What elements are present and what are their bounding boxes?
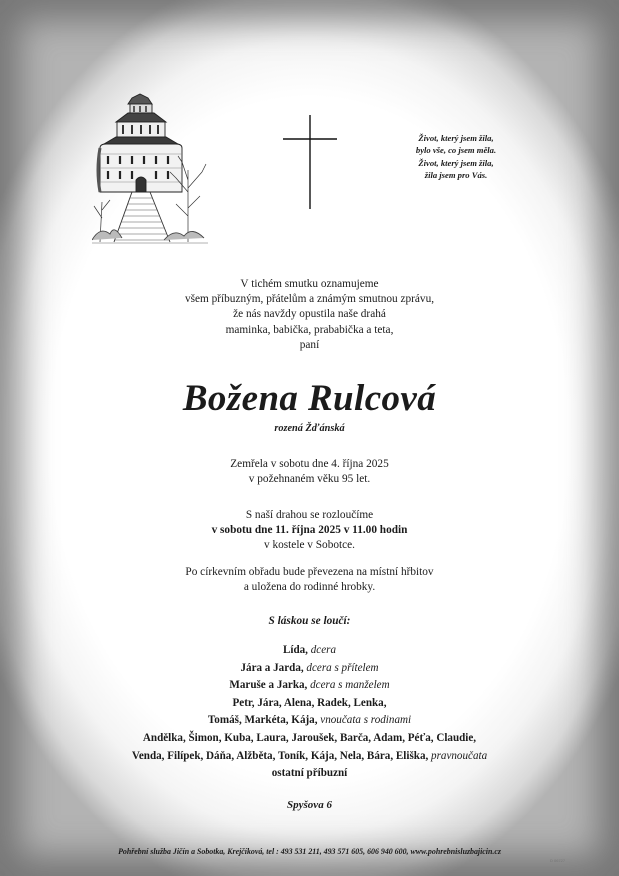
mourner-line <box>60 642 559 660</box>
castle-tower-illustration <box>92 92 208 244</box>
poem-line: žila jsem pro Vás. <box>424 170 488 181</box>
announcement <box>60 277 559 353</box>
announcement-line: V tichém smutku oznamujeme <box>240 278 379 290</box>
mourner-line <box>60 712 559 730</box>
print-stamp: D 06727 <box>550 858 566 863</box>
death-line: v požehnaném věku 95 let. <box>248 473 371 486</box>
mourner-line <box>60 748 559 766</box>
poem-line: Život, který jsem žila, <box>418 157 494 168</box>
poem-line: bylo vše, co jsem měla. <box>415 145 497 156</box>
mourner-names: Jára a Jarda, <box>240 661 307 674</box>
mourner-names: Lída, <box>282 644 311 656</box>
announcement-line: všem příbuzným, přátelům a známým smutnou zprávu, <box>184 293 435 306</box>
farewell-datetime: v sobotu dne 11. října 2025 v 11.00 hodin <box>211 524 408 537</box>
mourner-relation: pravnoučata <box>431 749 488 762</box>
announcement-line: maminka, babička, prababička a teta, <box>225 323 394 336</box>
cross-icon <box>280 115 340 211</box>
mourner-line <box>60 677 559 695</box>
burial-info <box>60 565 559 595</box>
deceased-name: Božena Rulcová <box>182 378 437 419</box>
mourner-names: Tomáš, Markéta, Kája, <box>207 714 321 727</box>
farewell-line: S naší drahou se rozloučíme <box>245 509 374 521</box>
mourner-names: ostatní příbuzní <box>271 767 348 780</box>
mourner-names: Venda, Filípek, Dáňa, Alžběta, Toník, Kája, Nela, Bára, Eliška, <box>131 749 432 762</box>
mourner-names: Petr, Jára, Alena, Radek, Lenka, <box>232 696 387 709</box>
mourner-line <box>60 695 559 713</box>
family-address: Spyšova 6 <box>287 799 332 811</box>
mourner-names: Maruše a Jarka, <box>229 679 311 692</box>
death-line: Zemřela v sobotu dne 4. října 2025 <box>230 458 389 470</box>
poem-line: Život, který jsem žila, <box>418 133 494 143</box>
mourner-line <box>60 660 559 678</box>
mourner-relation: dcera s přítelem <box>306 661 379 674</box>
mourner-names: Andělka, Šimon, Kuba, Laura, Jaroušek, Barča, Adam, Péťa, Claudie, <box>142 731 477 744</box>
announcement-line: paní <box>299 338 320 351</box>
funeral-service-footer: Pohřební služba Jičín a Sobotka, Krejčíková, tel : 493 531 211, 493 571 605, 606 940 600, www.pohrebnisluzbajicin.cz <box>118 847 501 856</box>
mourner-line <box>60 765 559 783</box>
death-info <box>60 457 559 487</box>
farewell-place: v kostele v Sobotce. <box>264 539 355 552</box>
mourner-relation: vnoučata s rodinami <box>320 714 412 727</box>
burial-line: Po církevním obřadu bude převezena na místní hřbitov <box>185 566 434 578</box>
maiden-name: rozená Žďánská <box>274 423 345 434</box>
poem <box>404 132 508 182</box>
mourners-title: S láskou se loučí: <box>268 615 351 627</box>
mourner-line <box>60 730 559 748</box>
mourners-list <box>60 642 559 783</box>
burial-line: a uložena do rodinné hrobky. <box>243 581 376 594</box>
farewell-info <box>60 508 559 554</box>
mourner-relation: dcera <box>310 644 336 656</box>
announcement-line: že nás navždy opustila naše drahá <box>233 308 386 321</box>
mourner-relation: dcera s manželem <box>310 679 390 692</box>
